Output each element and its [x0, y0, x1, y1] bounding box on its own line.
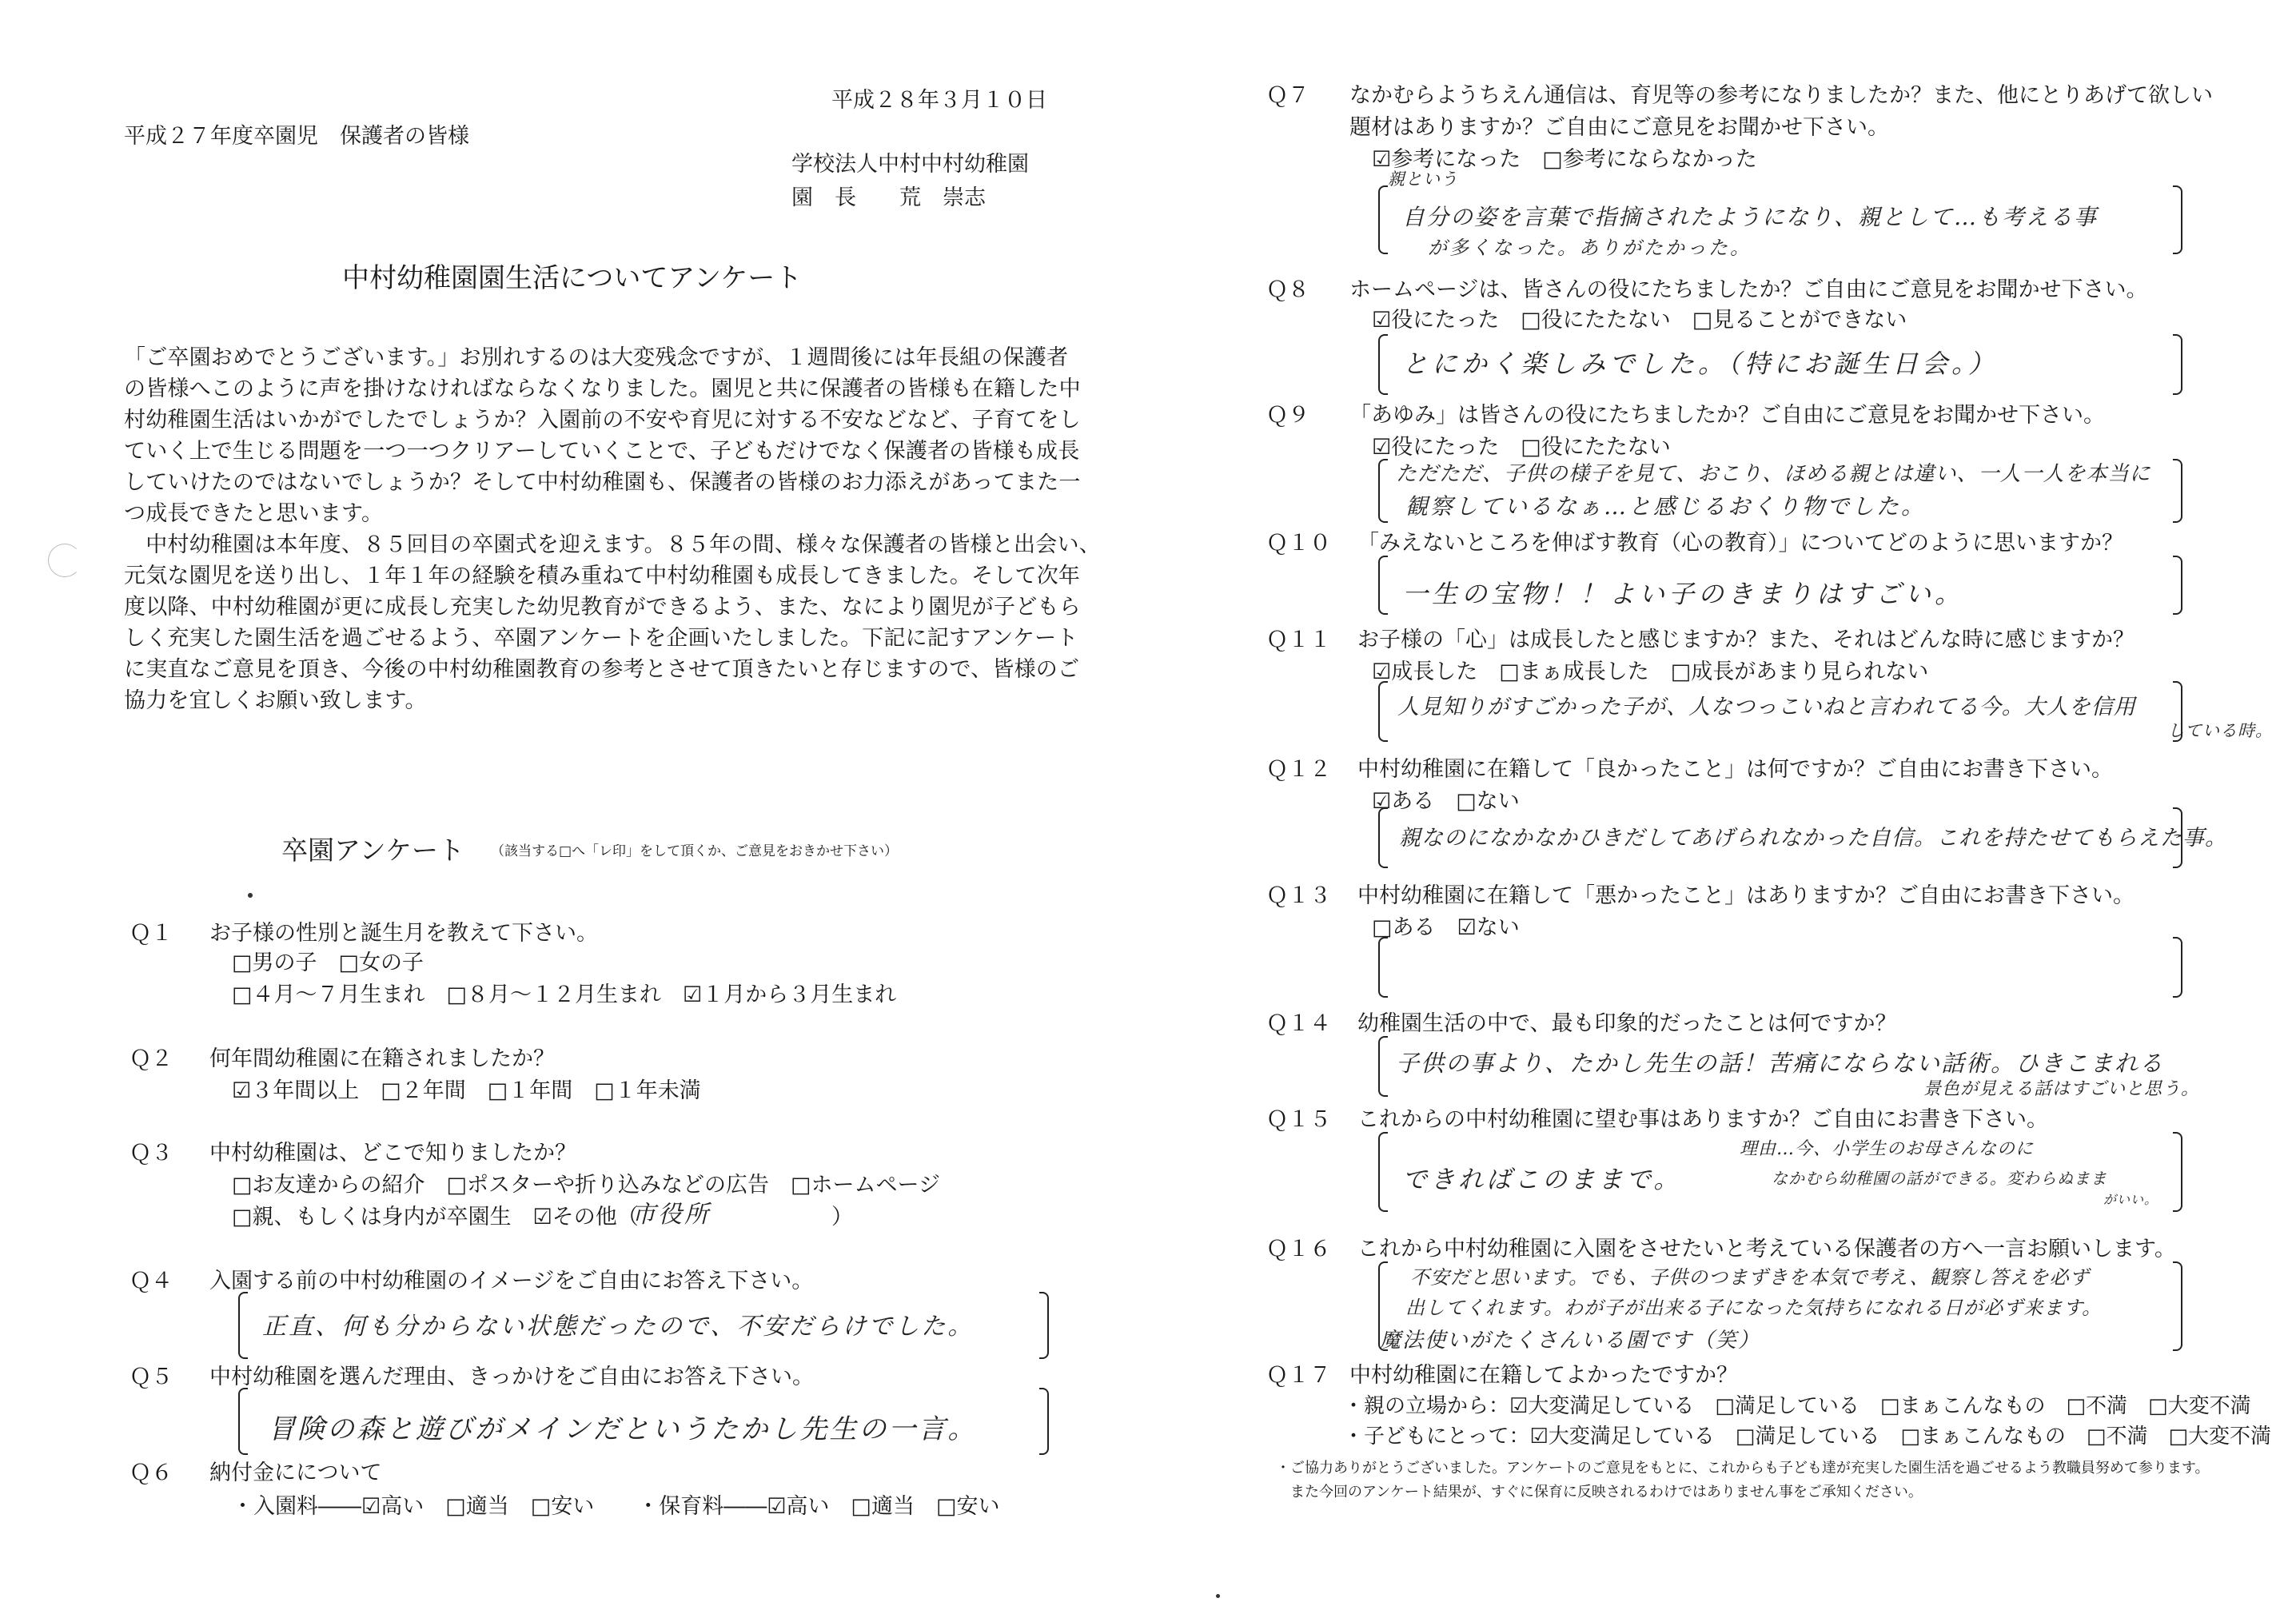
footer-note-line1: ・ご協力ありがとうございました。アンケートのご意見をもとに、これからも子ども達が充実した園生活を過ごせるよう教職員努めて参ります。	[1276, 1460, 2210, 1477]
q6-label: Ｑ６	[130, 1461, 173, 1485]
q2-options[interactable]: ☑３年間以上 □２年間 □１年間 □１年未満	[232, 1078, 701, 1103]
q1-options-birth[interactable]: □４月〜７月生まれ □８月〜１２月生まれ ☑１月から３月生まれ	[232, 982, 897, 1007]
school-name: 学校法人中村中村幼稚園	[791, 152, 1029, 177]
q9-text: 「あゆみ」は皆さんの役にたちましたか？ご自由にご意見をお聞かせ下さい。	[1349, 403, 2105, 428]
q16-handwritten-line3: 魔法使いがたくさんいる園です（笑）	[1380, 1329, 1761, 1353]
q1-text: お子様の性別と誕生月を教えて下さい。	[209, 921, 598, 946]
q12-label: Ｑ１２	[1266, 757, 1331, 782]
right-page	[1148, 0, 2296, 1618]
q7-handwritten-note: 親という	[1388, 169, 1458, 189]
q8-bracket-right	[2173, 334, 2182, 395]
q3-options-row2[interactable]: □親、もしくは身内が卒園生 ☑その他（	[232, 1205, 639, 1229]
q2-label: Ｑ２	[130, 1046, 173, 1071]
q9-handwritten-line2: 観察しているなぁ…と感じるおくり物でした。	[1405, 493, 1927, 520]
q3-options-row1[interactable]: □お友達からの紹介 □ポスターや折り込みなどの広告 □ホームページ	[232, 1173, 940, 1198]
q3-handwritten-other: 市役所	[632, 1201, 711, 1229]
q15-handwritten-reason-2: なかむら幼稚園の話ができる。変わらぬまま	[1772, 1169, 2107, 1188]
principal-name: 園 長 荒 崇志	[791, 185, 986, 210]
q10-bracket-right	[2173, 556, 2182, 615]
q12-text: 中村幼稚園に在籍して「良かったこと」は何ですか？ご自由にお書き下さい。	[1357, 757, 2113, 782]
q14-text: 幼稚園生活の中で、最も印象的だったことは何ですか？	[1357, 1011, 1897, 1036]
q11-bracket-left	[1378, 681, 1388, 742]
speck	[248, 893, 253, 898]
q5-handwritten-answer: 冒険の森と遊びがメインだというたかし先生の一言。	[268, 1413, 978, 1445]
q8-options[interactable]: ☑役にたった □役にたたない □見ることができない	[1372, 308, 1907, 333]
q4-bracket-right	[1039, 1292, 1049, 1359]
q14-label: Ｑ１４	[1266, 1011, 1331, 1036]
q4-handwritten-answer: 正直、何も分からない状態だったので、不安だらけでした。	[262, 1313, 975, 1341]
intro-line: 協力を宜しくお願い致します。	[124, 688, 427, 713]
q12-bracket-left	[1378, 807, 1388, 868]
q10-handwritten-answer: 一生の宝物！！よい子のきまりはすごい。	[1402, 579, 1965, 609]
survey-instruction: （該当する□へ「レ印」をして頂くか、ご意見をおきかせ下さい）	[491, 843, 899, 859]
q7-bracket-right	[2173, 185, 2182, 254]
q11-handwritten-line2: している時。	[2167, 721, 2273, 740]
q17-text: 中村幼稚園に在籍してよかったですか？	[1349, 1363, 1738, 1388]
q1-label: Ｑ１	[130, 921, 173, 946]
intro-line: 村幼稚園生活はいかがでしたでしょうか？入園前の不安や育児に対する不安などなど、子育てをし	[124, 408, 1081, 432]
q11-options[interactable]: ☑成長した □まぁ成長した □成長があまり見られない	[1372, 660, 1929, 684]
q8-label: Ｑ８	[1266, 277, 1309, 302]
q7-text-line1: なかむらようちえん通信は、育児等の参考になりましたか？また、他にとりあげて欲しい	[1349, 83, 2213, 108]
q11-handwritten-line1: 人見知りがすごかった子が、人なつっこいねと言われてる今。大人を信用	[1397, 695, 2136, 719]
q5-label: Ｑ５	[130, 1365, 173, 1389]
q9-bracket-right	[2173, 459, 2182, 523]
q2-text: 何年間幼稚園に在籍されましたか？	[209, 1046, 555, 1071]
q16-handwritten-line2: 出してくれます。わが子が出来る子になった気持ちになれる日が必ず来ます。	[1405, 1297, 2103, 1319]
survey-heading: 卒園アンケート	[281, 835, 465, 866]
q12-handwritten-answer: 親なのになかなかひきだしてあげられなかった自信。これを持たせてもらえた事。	[1399, 826, 2227, 851]
q9-label: Ｑ９	[1266, 403, 1309, 428]
q13-text: 中村幼稚園に在籍して「悪かったこと」はありますか？ご自由にお書き下さい。	[1357, 883, 2135, 908]
q10-text: 「みえないところを伸ばす教育（心の教育）」についてどのように思いますか？	[1357, 531, 2123, 556]
q9-handwritten-line1: ただただ、子供の様子を見て、おこり、ほめる親とは違い、一人一人を本当に	[1396, 462, 2151, 486]
q7-options[interactable]: ☑参考になった □参考にならなかった	[1372, 147, 1757, 172]
intro-line: しく充実した園生活を過ごせるよう、卒園アンケートを企画いたしました。下記に記すアンケート	[124, 626, 1078, 651]
intro-line: に実直なご意見を頂き、今後の中村幼稚園教育の参考とさせて頂きたいと存じますので、皆様のご	[124, 657, 1080, 682]
q11-label: Ｑ１１	[1266, 628, 1331, 652]
q14-handwritten-line2: 景色が見える話はすごいと思う。	[1923, 1079, 2200, 1099]
q17-label: Ｑ１７	[1266, 1363, 1331, 1388]
q13-label: Ｑ１３	[1266, 883, 1331, 908]
q13-bracket-left	[1378, 937, 1388, 998]
q15-handwritten-reason-1: 理由…今、小学生のお母さんなのに	[1740, 1139, 2035, 1159]
q3-close-paren: ）	[831, 1205, 853, 1229]
q15-handwritten-answer: できればこのままで。	[1402, 1166, 1682, 1194]
q6-text: 納付金にについて	[209, 1461, 382, 1485]
q14-handwritten-line1: 子供の事より、たかし先生の話！苦痛にならない話術。ひきこまれる	[1396, 1050, 2165, 1077]
q14-bracket-left	[1378, 1036, 1388, 1097]
q15-label: Ｑ１５	[1266, 1107, 1331, 1132]
q17-options-child[interactable]: ・子どもにとって：☑大変満足している □満足している □まぁこんなもの □不満 □大変不満	[1343, 1425, 2272, 1449]
q9-options[interactable]: ☑役にたった □役にたたない	[1372, 435, 1671, 460]
q7-bracket-left	[1378, 185, 1388, 254]
intro-line: 度以降、中村幼稚園が更に成長し充実した幼児教育ができるよう、また、なにより園児が子どもら	[124, 595, 1081, 620]
q7-text-line2: 題材はありますか？ご自由にご意見をお聞かせ下さい。	[1349, 115, 1889, 140]
q5-text: 中村幼稚園を選んだ理由、きっかけをご自由にお答え下さい。	[209, 1365, 814, 1389]
q8-text: ホームページは、皆さんの役にたちましたか？ご自由にご意見をお聞かせ下さい。	[1349, 277, 2148, 302]
q13-options[interactable]: □ある ☑ない	[1372, 915, 1520, 940]
intro-line: 中村幼稚園は本年度、８５回目の卒園式を迎えます。８５年の間、様々な保護者の皆様と出会い、	[124, 532, 1101, 557]
intro-line: 元気な園児を送り出し、１年１年の経験を積み重ねて中村幼稚園も成長してきました。そして次年	[124, 564, 1081, 588]
q10-label: Ｑ１０	[1266, 531, 1331, 556]
q16-bracket-right	[2173, 1261, 2182, 1351]
intro-line: の皆様へこのように声を掛けなければならなくなりました。園児と共に保護者の皆様も在籍した中	[124, 377, 1081, 401]
q13-bracket-right	[2173, 937, 2182, 998]
page-title: 中村幼稚園園生活についてアンケート	[342, 262, 803, 294]
q7-handwritten-line2: が多くなった。ありがたかった。	[1428, 237, 1752, 259]
intro-line: つ成長できたと思います。	[124, 501, 384, 526]
q16-text: これから中村幼稚園に入園をさせたいと考えている保護者の方へ一言お願いします。	[1357, 1237, 2176, 1261]
q7-handwritten-line1: 自分の姿を言葉で指摘されたようになり、親として…も考える事	[1402, 204, 2099, 230]
q12-options[interactable]: ☑ある □ない	[1372, 789, 1520, 814]
q9-bracket-left	[1378, 459, 1388, 523]
q15-text: これからの中村幼稚園に望む事はありますか？ご自由にお書き下さい。	[1357, 1107, 2048, 1132]
intro-line: ていく上で生じる問題を一つ一つクリアーしていくことで、子どもだけでなく保護者の皆様も成長	[124, 439, 1080, 464]
q15-handwritten-reason-3: がいい。	[2103, 1192, 2158, 1207]
punch-hole	[48, 544, 82, 577]
q3-text: 中村幼稚園は、どこで知りましたか？	[209, 1141, 576, 1166]
q16-handwritten-line1: 不安だと思います。でも、子供のつまずきを本気で考え、観察し答えを必ず	[1410, 1266, 2090, 1289]
q4-bracket-left	[238, 1292, 248, 1359]
q1-options-gender[interactable]: □男の子 □女の子	[232, 950, 425, 975]
q15-bracket-right	[2173, 1132, 2182, 1212]
q8-bracket-left	[1378, 334, 1388, 395]
q4-label: Ｑ４	[130, 1269, 173, 1293]
q4-text: 入園する前の中村幼稚園のイメージをご自由にお答え下さい。	[209, 1269, 814, 1293]
speck	[1216, 1594, 1220, 1598]
footer-note-line2: また今回のアンケート結果が、すぐに保育に反映されるわけではありません事をご承知ください。	[1290, 1484, 1923, 1500]
q16-label: Ｑ１６	[1266, 1237, 1331, 1261]
q8-handwritten-answer: とにかく楽しみでした。（特にお誕生日会。）	[1402, 349, 1999, 379]
q11-text: お子様の「心」は成長したと感じますか？また、それはどんな時に感じますか？	[1357, 628, 2135, 652]
intro-line: していけたのではないでしょうか？そして中村幼稚園も、保護者の皆様のお力添えがあってまた一	[124, 470, 1081, 495]
q3-label: Ｑ３	[130, 1141, 173, 1166]
q6-options[interactable]: ・入園料――☑高い □適当 □安い ・保育料――☑高い □適当 □安い	[232, 1494, 1000, 1519]
q5-bracket-left	[238, 1388, 248, 1455]
addressee: 平成２７年度卒園児 保護者の皆様	[124, 124, 469, 149]
q7-label: Ｑ７	[1266, 83, 1309, 108]
q17-options-parent[interactable]: ・親の立場から：☑大変満足している □満足している □まぁこんなもの □不満 □大変不満	[1343, 1394, 2251, 1418]
date: 平成２８年３月１０日	[831, 88, 1047, 113]
q15-bracket-left	[1378, 1132, 1388, 1212]
q10-bracket-left	[1378, 556, 1388, 615]
intro-line: 「ご卒園おめでとうございます。」お別れするのは大変残念ですが、１週間後には年長組の保護者	[124, 345, 1069, 370]
q5-bracket-right	[1039, 1388, 1049, 1455]
